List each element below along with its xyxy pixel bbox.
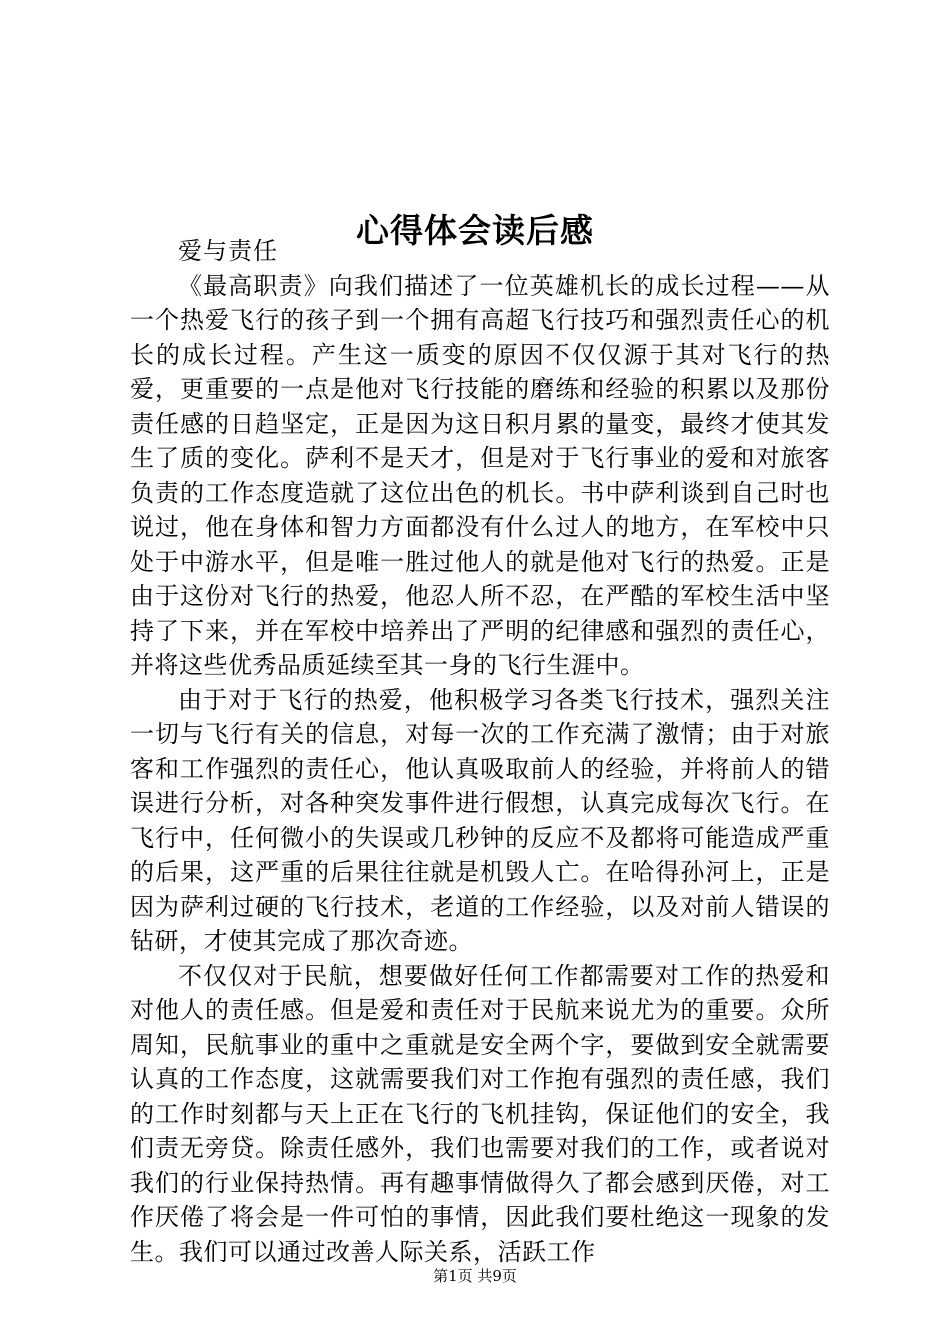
page-footer: 第1页 共9页 xyxy=(433,1267,517,1285)
section-subtitle: 爱与责任 xyxy=(178,237,278,265)
paragraph-2: 由于对于飞行的热爱，他积极学习各类飞行技术，强烈关注一切与飞行有关的信息，对每一次的工作充满了激情；由于对旅客和工作强烈的责任心，他认真吸取前人的经验，并将前人的错误进行分析，对各种突发事件进行假想，认真完成每次飞行。在飞行中，任何微小的失误或几秒钟的反应不及都将可能造成严重的后果，这严重的后果往往就是机毁人亡。在哈得孙河上，正是因为萨利过硬的飞行技术，老道的工作经验，以及对前人错误的钻研，才使其完成了那次奇迹。 xyxy=(130,685,830,955)
paragraph-1: 《最高职责》向我们描述了一位英雄机长的成长过程——从一个热爱飞行的孩子到一个拥有高超飞行技巧和强烈责任心的机长的成长过程。产生这一质变的原因不仅仅源于其对飞行的热爱，更重要的一点是他对飞行技能的磨练和经验的积累以及那份责任感的日趋坚定，正是因为这日积月累的量变，最终才使其发生了质的变化。萨利不是天才，但是对于飞行事业的爱和对旅客负责的工作态度造就了这位出色的机长。书中萨利谈到自己时也说过，他在身体和智力方面都没有什么过人的地方，在军校中只处于中游水平，但是唯一胜过他人的就是他对飞行的热爱。正是由于这份对飞行的热爱，他忍人所不忍，在严酷的军校生活中坚持了下来，并在军校中培养出了严明的纪律感和强烈的责任心，并将这些优秀品质延续至其一身的飞行生涯中。 xyxy=(130,271,830,679)
document-body xyxy=(130,234,830,1269)
document-title: 心得体会读后感 xyxy=(356,211,594,251)
paragraph-3: 不仅仅对于民航，想要做好任何工作都需要对工作的热爱和对他人的责任感。但是爱和责任对于民航来说尤为的重要。众所周知，民航事业的重中之重就是安全两个字，要做到安全就需要认真的工作态度，这就需要我们对工作抱有强烈的责任感，我们的工作时刻都与天上正在飞行的飞机挂钩，保证他们的安全，我们责无旁贷。除责任感外，我们也需要对我们的工作，或者说对我们的行业保持热情。再有趣事情做得久了都会感到厌倦，对工作厌倦了将会是一件可怕的事情，因此我们要杜绝这一现象的发生。我们可以通过改善人际关系，活跃工作 xyxy=(130,961,830,1266)
